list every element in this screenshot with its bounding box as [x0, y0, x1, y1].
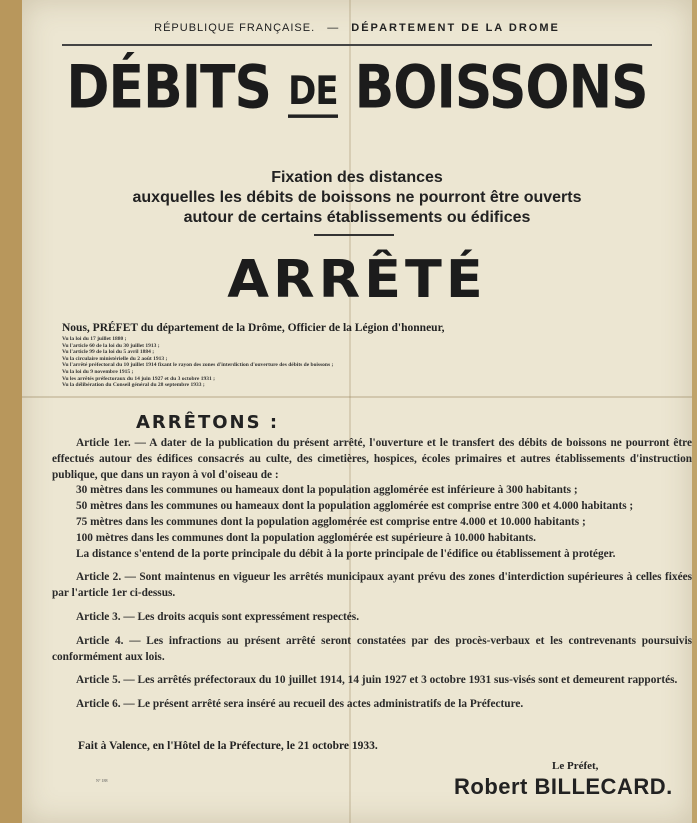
article-1-75m: 75 mètres dans les communes dont la population agglomérée est comprise entre 4.000 et 10.000 habitants ;: [76, 515, 586, 528]
vu-line: Vu les arrêtés préfectoraux du 14 juin 1927 et du 3 octobre 1931 ;: [62, 375, 215, 382]
print-number: N° 188: [96, 778, 108, 783]
vu-line: Vu la loi du 9 novembre 1915 ;: [62, 368, 134, 375]
signature-title: Le Préfet,: [552, 760, 599, 772]
articles-body: [52, 436, 692, 713]
article-2: Article 2. — Sont maintenus en vigueur les arrêtés municipaux ayant prévu des zones d'interdiction supérieures à celles fixées par l'article 1er ci-dessus.: [52, 571, 692, 600]
arretons-heading: ARRÊTONS :: [136, 412, 280, 433]
subtitle-line-2: auxquelles les débits de boissons ne pourront être ouverts: [132, 189, 582, 206]
poster-header: [62, 22, 652, 46]
header-separator: —: [327, 22, 340, 34]
article-1: Article 1er. — A dater de la publication du présent arrêté, l'ouverture et le transfert des débits de boissons ne pourront être effectués autour des édifices consacrés au culte, des cimetières, hospices, écoles primaires et autres établissements d'instruction publique, que dans un rayon à vol d'oiseau de :: [52, 437, 692, 481]
article-4: Article 4. — Les infractions au présent arrêté seront constatées par des procès-verbaux et les contrevenants poursuivis conformément aux lois.: [52, 634, 692, 663]
subtitle-line-3: autour de certains établissements ou édifices: [183, 209, 531, 226]
subtitle: [22, 168, 692, 228]
header-republic: RÉPUBLIQUE FRANÇAISE.: [154, 22, 316, 34]
prefect-preamble: Nous, PRÉFET du département de la Drôme, Officier de la Légion d'honneur,: [62, 322, 445, 334]
title-debits: DÉBITS: [66, 53, 271, 123]
article-3: Article 3. — Les droits acquis sont expressément respectés.: [76, 610, 360, 623]
place-and-date: Fait à Valence, en l'Hôtel de la Préfecture, le 21 octobre 1933.: [78, 740, 378, 752]
article-5: Article 5. — Les arrêtés préfectoraux du 10 juillet 1914, 14 juin 1927 et 3 octobre 1931 sus-visés sont et demeurent rapportés.: [76, 674, 678, 687]
legal-references: [62, 336, 622, 389]
vu-line: Vu la circulaire ministérielle du 2 août 1913 ;: [62, 355, 168, 362]
header-department: DÉPARTEMENT DE LA DROME: [351, 22, 560, 34]
poster-title: [22, 54, 692, 123]
article-6: Article 6. — Le présent arrêté sera inséré au recueil des actes administratifs de la Préfecture.: [76, 698, 524, 711]
vu-line: Vu l'article 60 de la loi du 30 juillet 1913 ;: [62, 342, 160, 349]
title-de: DE: [288, 68, 337, 117]
article-1-30m: 30 mètres dans les communes ou hameaux dont la population agglomérée est inférieure à 300 habitants ;: [76, 484, 578, 497]
divider-rule: [314, 234, 394, 236]
subtitle-line-1: Fixation des distances: [271, 169, 443, 186]
poster: [22, 0, 692, 823]
fold-line-horizontal: [22, 396, 692, 398]
vu-line: Vu la délibération du Conseil général du 28 septembre 1933 ;: [62, 382, 205, 389]
vu-line: Vu l'arrêté préfectoral du 10 juillet 1914 fixant le rayon des zones d'interdiction d'ouverture des débits de boissons ;: [62, 362, 334, 369]
background-wall: [0, 0, 22, 823]
signature-name: Robert BILLECARD.: [454, 774, 673, 799]
vu-line: Vu l'article 99 de la loi du 5 avril 1884 ;: [62, 349, 155, 356]
article-1-distance: La distance s'entend de la porte principale du débit à la porte principale de l'édifice ou établissement à protéger.: [76, 547, 616, 560]
title-boissons: BOISSONS: [354, 53, 648, 123]
article-1-50m: 50 mètres dans les communes ou hameaux dont la population agglomérée est comprise entre 300 et 4.000 habitants ;: [76, 500, 634, 513]
decree-heading: ARRÊTÉ: [227, 249, 487, 310]
article-1-100m: 100 mètres dans les communes dont la population agglomérée est supérieure à 10.000 habitants.: [76, 531, 536, 544]
vu-line: Vu la loi du 17 juillet 1880 ;: [62, 336, 127, 342]
